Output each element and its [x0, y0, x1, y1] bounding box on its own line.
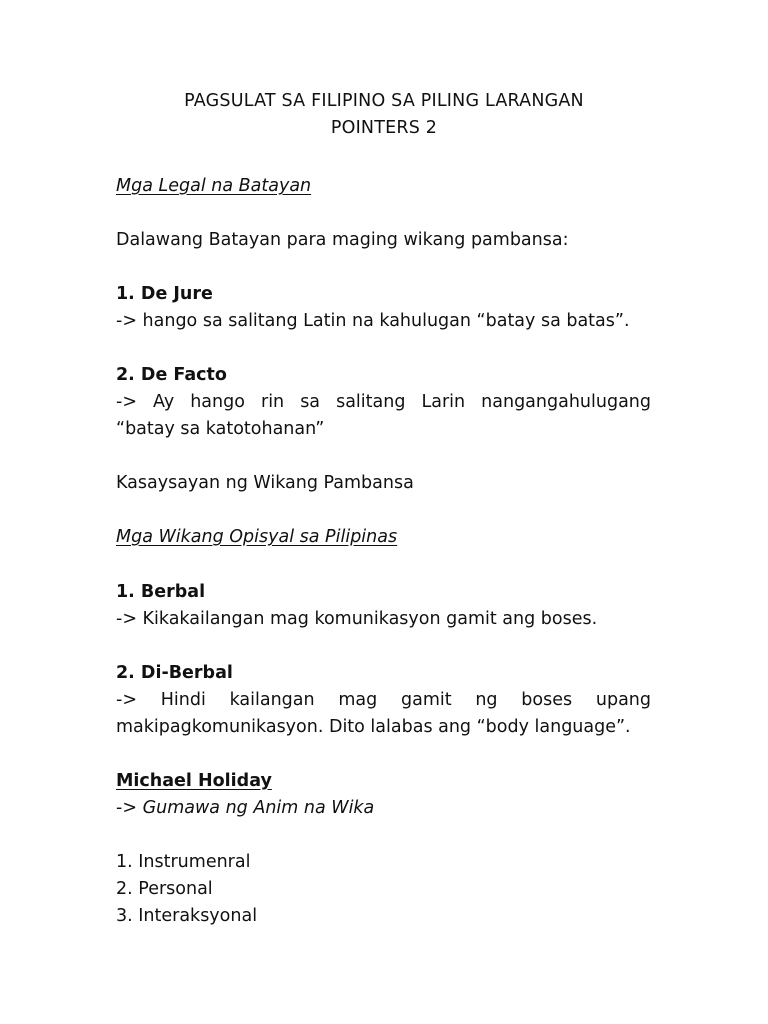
list-item: 3. Interaksyonal [116, 906, 258, 926]
section-heading-text: Mga Wikang Opisyal sa Pilipinas [116, 527, 398, 547]
item-title-di-berbal: 2. Di-Berbal [116, 663, 233, 683]
section-heading-michael-holiday [116, 768, 651, 795]
item-title-de-jure: 1. De Jure [116, 284, 213, 304]
list-item: 2. Personal [116, 879, 213, 899]
item-text-berbal: -> Kikakailangan mag komunikasyon gamit ang boses. [116, 609, 598, 629]
item-text-de-jure: -> hango sa salitang Latin na kahulugan “batay sa batas”. [116, 311, 630, 331]
note-kasaysayan: Kasaysayan ng Wikang Pambansa [116, 473, 414, 493]
section-heading-text: Michael Holiday [116, 771, 272, 791]
document-subtitle: POINTERS 2 [330, 118, 438, 138]
subheading-line [116, 795, 651, 822]
item-title-de-facto: 2. De Facto [116, 365, 227, 385]
section-heading-wikang-opisyal [116, 524, 651, 551]
item-text-de-facto-line2: “batay sa katotohanan” [116, 419, 325, 439]
arrow-marker: -> [116, 798, 137, 818]
item-title-berbal: 1. Berbal [116, 582, 206, 602]
item-text-de-facto-line1: -> Ay hango rin sa salitang Larin nangangahulugang [116, 392, 651, 412]
section-heading-legal-batayan [116, 173, 651, 200]
intro-paragraph: Dalawang Batayan para maging wikang pambansa: [116, 230, 569, 250]
subheading-text: Gumawa ng Anim na Wika [142, 798, 375, 818]
item-text-di-berbal-line1: -> Hindi kailangan mag gamit ng boses upang [116, 690, 651, 710]
item-text-di-berbal-line2: makipagkomunikasyon. Dito lalabas ang “body language”. [116, 717, 631, 737]
section-heading-text: Mga Legal na Batayan [116, 176, 312, 196]
document-title: PAGSULAT SA FILIPINO SA PILING LARANGAN [184, 91, 584, 111]
list-item: 1. Instrumenral [116, 852, 251, 872]
